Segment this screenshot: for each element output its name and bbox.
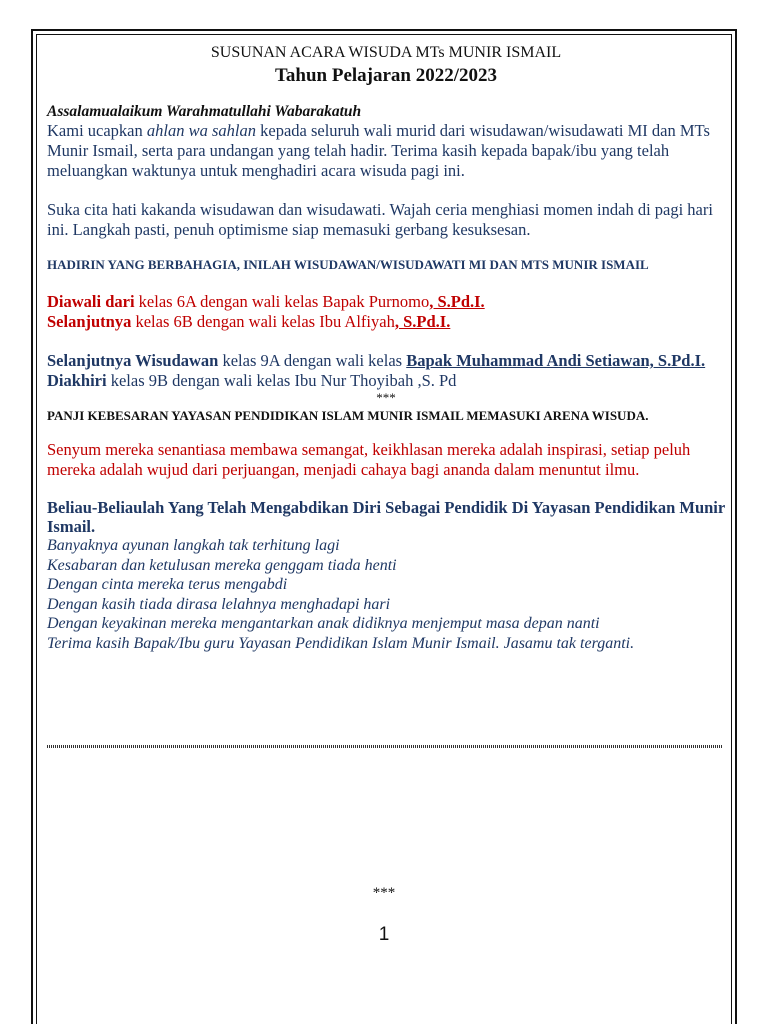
bottom-separator-stars: *** [372,885,396,901]
poem [47,536,725,653]
document-title: SUSUNAN ACARA WISUDA MTs MUNIR ISMAIL [210,44,562,61]
academic-year: Tahun Pelajaran 2022/2023 [274,65,498,86]
poem-line: Kesabaran dan ketulusan mereka genggam tiada henti [47,556,397,574]
welcome-phrase: ahlan wa sahlan [146,121,256,140]
poem-line: Terima kasih Bapak/Ibu guru Yayasan Pendidikan Islam Munir Ismail. Jasamu tak terganti. [47,634,635,652]
class-9a-line: Selanjutnya Wisudawan kelas 9A dengan wali kelas Bapak Muhammad Andi Setiawan, S.Pd.I. [47,351,706,370]
document-body [47,42,725,653]
poem-line: Dengan keyakinan mereka mengantarkan anak didiknya menjemput masa depan nanti [47,615,600,632]
separator-stars: *** [376,390,396,405]
class-9b-line: Diakhiri kelas 9B dengan wali kelas Ibu Nur Thoyibah ,S. Pd [47,371,457,390]
inspiration-paragraph: Senyum mereka senantiasa membawa semangat, keikhlasan mereka adalah inspirasi, setiap peluh mereka adalah wujud dari perjuangan, menjadi cahaya bagi ananda dalam menuntut ilmu. [47,440,691,479]
poem-line: Banyaknya ayunan langkah tak terhitung lagi [47,537,340,554]
dotted-divider [47,745,722,748]
announcement-banner: PANJI KEBESARAN YAYASAN PENDIDIKAN ISLAM MUNIR ISMAIL MEMASUKI ARENA WISUDA. [47,408,649,423]
announcement-graduates: HADIRIN YANG BERBAHAGIA, INILAH WISUDAWAN/WISUDAWATI MI DAN MTS MUNIR ISMAIL [47,257,649,272]
tribute-heading: Beliau-Beliaulah Yang Telah Mengabdikan Diri Sebagai Pendidik Di Yayasan Pendidikan Munir Ismail. [47,498,725,536]
poem-line: Dengan cinta mereka terus mengabdi [47,576,288,593]
class-6b-line: Selanjutnya kelas 6B dengan wali kelas Ibu Alfiyah, S.Pd.I. [47,312,451,331]
greeting: Assalamualaikum Warahmatullahi Wabarakatuh [47,103,362,120]
poem-line: Dengan kasih tiada dirasa lelahnya menghadapi hari [47,595,391,613]
second-paragraph: Suka cita hati kakanda wisudawan dan wisudawati. Wajah ceria menghiasi momen indah di pagi hari ini. Langkah pasti, penuh optimisme siap memasuki gerbang kesuksesan. [47,200,713,239]
intro-paragraph: Kami ucapkan ahlan wa sahlan kepada seluruh wali murid dari wisudawan/wisudawati MI dan MTs Munir Ismail, serta para undangan yang telah hadir. Terima kasih kepada bapak/ibu yang telah meluangkan waktunya untuk menghadiri acara wisuda pagi ini. [47,121,710,180]
class-6a-line: Diawali dari kelas 6A dengan wali kelas Bapak Purnomo, S.Pd.I. [47,292,485,311]
page-number: 1 [378,924,390,945]
